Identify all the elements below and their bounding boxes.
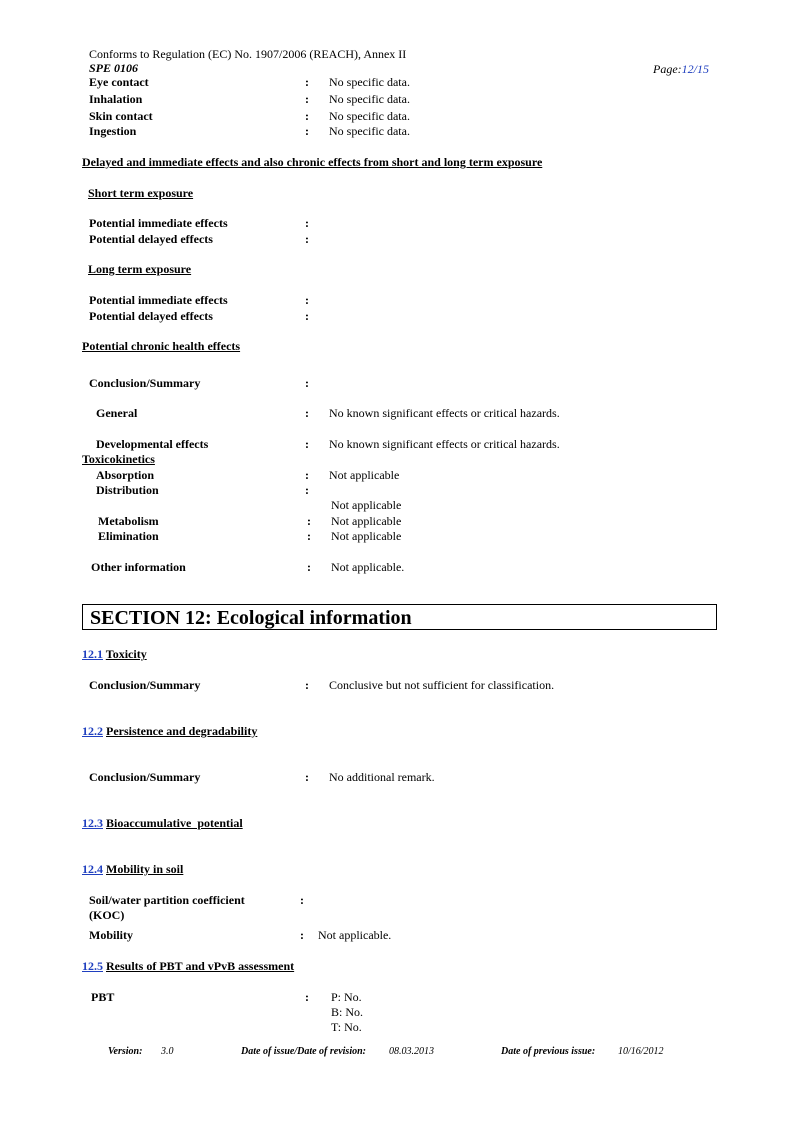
koc-label-abbrev: (KOC) [89, 908, 125, 922]
skin-contact-label: Skin contact [89, 109, 153, 123]
long-immediate-label: Potential immediate effects [89, 293, 228, 307]
section-12-4-title: Mobility in soil [106, 862, 184, 876]
other-info-value: Not applicable. [331, 560, 405, 574]
colon: : [305, 770, 309, 784]
page-label: Page: [653, 62, 682, 76]
absorption-label: Absorption [96, 468, 155, 482]
elimination-value: Not applicable [331, 529, 402, 543]
section-12-3-title: Bioaccumulative potential [106, 816, 243, 830]
section-12-4-link[interactable]: 12.4 [82, 862, 103, 876]
colon: : [300, 893, 304, 907]
section-12-5-heading [82, 959, 294, 973]
ingestion-label: Ingestion [89, 124, 137, 138]
section-12-4-heading [82, 862, 183, 876]
footer-issue-value: 08.03.2013 [389, 1046, 434, 1057]
colon: : [305, 437, 309, 451]
general-label: General [96, 406, 138, 420]
colon: : [305, 376, 309, 390]
distribution-label: Distribution [96, 483, 159, 497]
ingestion-value: No specific data. [329, 124, 410, 138]
developmental-value: No known significant effects or critical hazards. [329, 437, 560, 451]
long-term-heading: Long term exposure [88, 262, 192, 276]
metabolism-label: Metabolism [98, 514, 159, 528]
colon: : [305, 92, 309, 106]
colon: : [305, 75, 309, 89]
chronic-conclusion-label: Conclusion/Summary [89, 376, 201, 390]
long-delayed-label: Potential delayed effects [89, 309, 213, 323]
footer-previous-label: Date of previous issue: [501, 1046, 596, 1057]
mobility-label: Mobility [89, 928, 133, 942]
regulation-text: Conforms to Regulation (EC) No. 1907/2006 (REACH), Annex II [89, 47, 407, 61]
toxicity-conclusion-value: Conclusive but not sufficient for classification. [329, 678, 555, 692]
pbt-label: PBT [91, 990, 115, 1004]
section-12-1-heading [82, 647, 147, 661]
colon: : [307, 529, 311, 543]
colon: : [305, 483, 309, 497]
section-12-1-title: Toxicity [105, 647, 147, 661]
section-12-title: SECTION 12: Ecological information [90, 607, 412, 629]
inhalation-value: No specific data. [329, 92, 410, 106]
page-number [653, 62, 709, 76]
product-code: SPE 0106 [89, 61, 139, 75]
colon: : [305, 309, 309, 323]
section-12-header [82, 604, 717, 630]
distribution-value: Not applicable [331, 498, 402, 512]
page-value[interactable]: 12/15 [681, 62, 709, 76]
footer-version-label: Version: [108, 1046, 143, 1057]
colon: : [305, 232, 309, 246]
section-12-2-heading [82, 724, 257, 738]
toxicity-conclusion-label: Conclusion/Summary [89, 678, 201, 692]
inhalation-label: Inhalation [89, 92, 143, 106]
colon: : [305, 293, 309, 307]
eye-contact-value: No specific data. [329, 75, 410, 89]
footer-issue-label: Date of issue/Date of revision: [241, 1046, 366, 1057]
other-info-label: Other information [91, 560, 186, 574]
short-immediate-label: Potential immediate effects [89, 216, 228, 230]
colon: : [305, 990, 309, 1004]
section-12-2-link[interactable]: 12.2 [82, 724, 103, 738]
footer-version-value: 3.0 [161, 1046, 174, 1057]
pbt-b-value: B: No. [331, 1005, 364, 1019]
colon: : [305, 406, 309, 420]
absorption-value: Not applicable [329, 468, 400, 482]
pbt-p-value: P: No. [331, 990, 362, 1004]
delayed-effects-heading: Delayed and immediate effects and also chronic effects from short and long term exposure [82, 155, 543, 169]
section-12-5-title: Results of PBT and vPvB assessment [106, 959, 295, 973]
eye-contact-label: Eye contact [89, 75, 149, 89]
colon: : [307, 514, 311, 528]
colon: : [305, 109, 309, 123]
colon: : [307, 560, 311, 574]
persistence-conclusion-value: No additional remark. [329, 770, 435, 784]
koc-label: Soil/water partition coefficient [89, 893, 245, 907]
general-value: No known significant effects or critical hazards. [329, 406, 560, 420]
footer-previous-value: 10/16/2012 [618, 1046, 664, 1057]
colon: : [300, 928, 304, 942]
mobility-value: Not applicable. [318, 928, 392, 942]
elimination-label: Elimination [98, 529, 159, 543]
developmental-label: Developmental effects [96, 437, 209, 451]
colon: : [305, 468, 309, 482]
section-12-1-link[interactable]: 12.1 [82, 647, 103, 661]
metabolism-value: Not applicable [331, 514, 402, 528]
chronic-heading: Potential chronic health effects [82, 339, 241, 353]
colon: : [305, 216, 309, 230]
toxicokinetics-heading: Toxicokinetics [82, 452, 155, 466]
colon: : [305, 124, 309, 138]
short-term-heading: Short term exposure [88, 186, 194, 200]
section-12-3-link[interactable]: 12.3 [82, 816, 103, 830]
colon: : [305, 678, 309, 692]
pbt-t-value: T: No. [331, 1020, 362, 1034]
section-12-3-heading [82, 816, 243, 830]
short-delayed-label: Potential delayed effects [89, 232, 213, 246]
section-12-2-title: Persistence and degradability [106, 724, 258, 738]
skin-contact-value: No specific data. [329, 109, 410, 123]
persistence-conclusion-label: Conclusion/Summary [89, 770, 201, 784]
section-12-5-link[interactable]: 12.5 [82, 959, 103, 973]
